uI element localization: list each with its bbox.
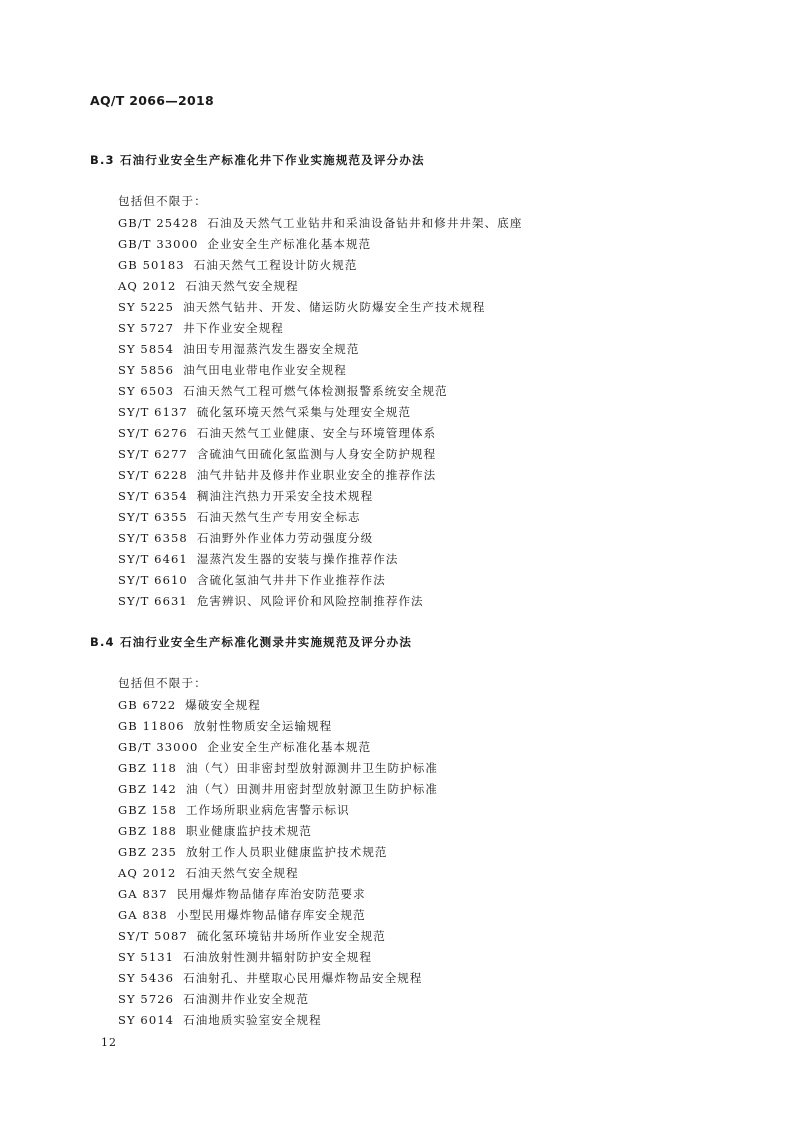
section-title-b3: B.3 石油行业安全生产标准化井下作业实施规范及评分办法 [90,153,425,167]
reference-code: SY/T 6461 [118,552,188,566]
reference-item [118,486,522,507]
reference-code: SY 5131 [118,950,175,964]
reference-title: 油气井钻井及修井作业职业安全的推荐作法 [196,468,437,482]
reference-item [118,339,522,360]
reference-item [118,507,522,528]
reference-title: 石油野外作业体力劳动强度分级 [196,531,374,545]
reference-item [118,905,438,926]
reference-item [118,423,522,444]
reference-item [118,800,438,821]
reference-list-b4 [118,695,438,1031]
reference-code: SY/T 6276 [118,426,188,440]
reference-code: SY 5225 [118,300,175,314]
reference-title: 石油及天然气工业钻井和采油设备钻井和修井井架、底座 [207,216,523,230]
reference-code: GB/T 33000 [118,740,199,754]
reference-code: GB/T 33000 [118,237,199,251]
reference-title: 小型民用爆炸物品储存库安全规范 [176,908,366,922]
reference-code: GBZ 188 [118,824,177,838]
reference-item [118,276,522,297]
reference-item [118,549,522,570]
reference-item [118,402,522,423]
reference-item [118,947,438,968]
reference-code: SY 5726 [118,992,175,1006]
reference-item [118,779,438,800]
reference-item [118,465,522,486]
reference-item [118,821,438,842]
reference-title: 石油天然气生产专用安全标志 [196,510,361,524]
reference-title: 放射性物质安全运输规程 [193,719,333,733]
reference-code: SY 5727 [118,321,175,335]
reference-code: SY 5854 [118,342,175,356]
reference-item [118,297,522,318]
reference-title: 企业安全生产标准化基本规范 [207,740,372,754]
reference-code: GBZ 158 [118,803,177,817]
reference-item [118,528,522,549]
reference-code: SY/T 6277 [118,447,188,461]
section-intro-b3: 包括但不限于： [118,194,207,208]
reference-item [118,234,522,255]
reference-title: 石油天然气工程设计防火规范 [193,258,358,272]
reference-title: 爆破安全规程 [185,698,261,712]
reference-code: SY/T 6137 [118,405,188,419]
reference-code: SY/T 6358 [118,531,188,545]
reference-code: GA 837 [118,887,168,901]
reference-item [118,926,438,947]
reference-code: AQ 2012 [118,866,177,880]
reference-title: 硫化氢环境钻井场所作业安全规范 [196,929,386,943]
reference-title: 企业安全生产标准化基本规范 [207,237,372,251]
reference-item [118,842,438,863]
reference-title: 含硫化氢油气井井下作业推荐作法 [196,573,386,587]
reference-code: GB 50183 [118,258,185,272]
reference-code: SY 5436 [118,971,175,985]
reference-title: 工作场所职业病危害警示标识 [185,803,350,817]
reference-title: 危害辨识、风险评价和风险控制推荐作法 [196,594,424,608]
reference-item [118,1010,438,1031]
reference-title: 石油天然气工业健康、安全与环境管理体系 [196,426,437,440]
reference-code: SY/T 5087 [118,929,188,943]
reference-title: 石油测井作业安全规范 [183,992,310,1006]
reference-code: SY/T 6228 [118,468,188,482]
reference-title: 职业健康监护技术规范 [185,824,312,838]
reference-code: SY 6503 [118,384,175,398]
section-intro-b4: 包括但不限于： [118,676,207,690]
reference-code: AQ 2012 [118,279,177,293]
reference-code: SY/T 6610 [118,573,188,587]
reference-title: 湿蒸汽发生器的安装与操作推荐作法 [196,552,399,566]
reference-code: GA 838 [118,908,168,922]
standard-number-header: AQ/T 2066—2018 [90,93,215,108]
reference-title: 含硫油气田硫化氢监测与人身安全防护规程 [196,447,437,461]
reference-title: 油（气）田非密封型放射源测井卫生防护标准 [185,761,438,775]
page-number: 12 [101,1036,117,1049]
section-title-b4: B.4 石油行业安全生产标准化测录井实施规范及评分办法 [90,635,413,649]
reference-title: 石油地质实验室安全规程 [183,1013,322,1027]
reference-code: SY/T 6354 [118,489,188,503]
reference-item [118,444,522,465]
reference-title: 油气田电业带电作业安全规程 [183,363,347,377]
reference-item [118,758,438,779]
reference-title: 石油天然气工程可燃气体检测报警系统安全规范 [183,384,448,398]
reference-list-b3 [118,213,522,612]
reference-item [118,570,522,591]
reference-code: GB 11806 [118,719,185,733]
reference-item [118,863,438,884]
reference-code: SY/T 6355 [118,510,188,524]
reference-title: 油田专用湿蒸汽发生器安全规范 [183,342,360,356]
reference-code: SY/T 6631 [118,594,188,608]
reference-item [118,968,438,989]
reference-item [118,695,438,716]
reference-title: 民用爆炸物品储存库治安防范要求 [176,887,366,901]
reference-title: 稠油注汽热力开采安全技术规程 [196,489,374,503]
reference-item [118,716,438,737]
reference-item [118,591,522,612]
reference-code: GBZ 118 [118,761,177,775]
reference-code: GB 6722 [118,698,177,712]
reference-title: 石油放射性测井辐射防护安全规程 [183,950,373,964]
reference-title: 石油天然气安全规程 [185,866,299,880]
reference-code: GB/T 25428 [118,216,199,230]
reference-code: SY 6014 [118,1013,175,1027]
reference-item [118,381,522,402]
reference-title: 石油天然气安全规程 [185,279,299,293]
reference-title: 石油射孔、井壁取心民用爆炸物品安全规程 [183,971,423,985]
reference-title: 硫化氢环境天然气采集与处理安全规范 [196,405,412,419]
reference-title: 油天然气钻井、开发、储运防火防爆安全生产技术规程 [183,300,486,314]
reference-title: 放射工作人员职业健康监护技术规范 [185,845,388,859]
reference-code: GBZ 142 [118,782,177,796]
reference-code: SY 5856 [118,363,175,377]
reference-title: 井下作业安全规程 [183,321,284,335]
reference-item [118,884,438,905]
reference-item [118,989,438,1010]
reference-item [118,213,522,234]
reference-item [118,360,522,381]
reference-title: 油（气）田测井用密封型放射源卫生防护标准 [185,782,438,796]
reference-item [118,255,522,276]
reference-item [118,318,522,339]
reference-item [118,737,438,758]
reference-code: GBZ 235 [118,845,177,859]
